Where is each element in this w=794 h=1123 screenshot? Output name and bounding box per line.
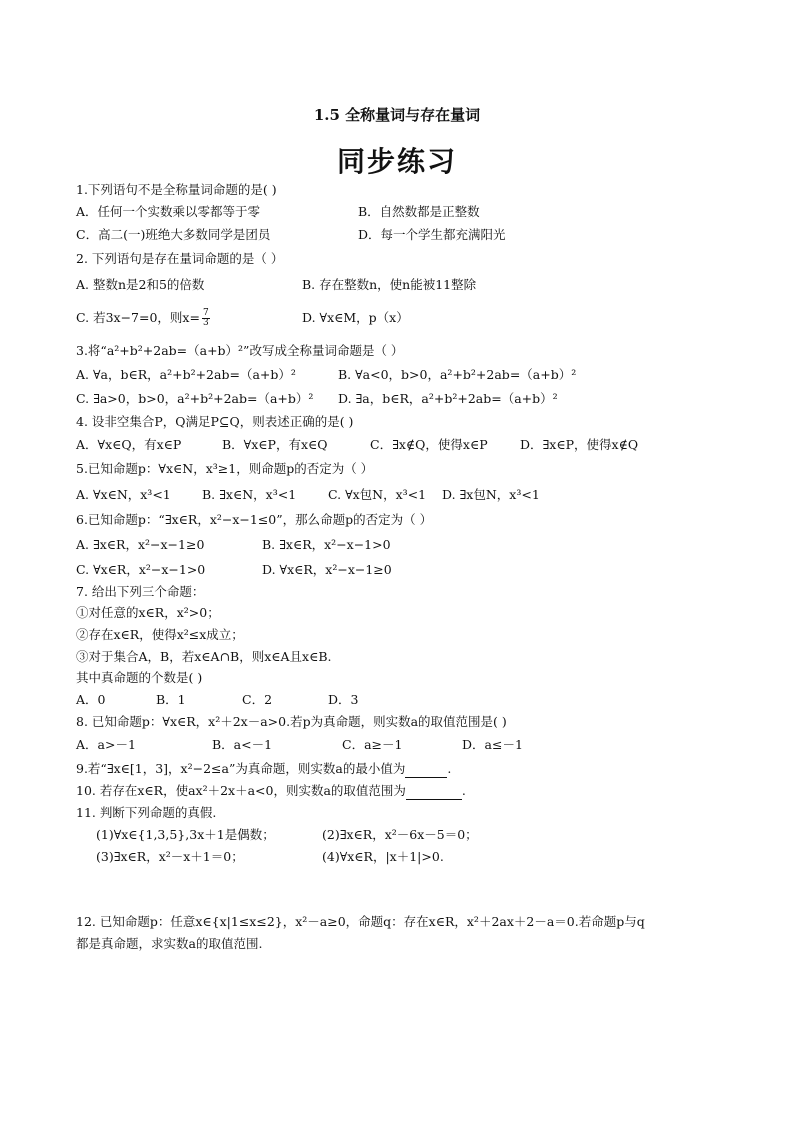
question-2-option-d: D. ∀x∈M，p（x） [302, 310, 409, 325]
question-6-option-d: D. ∀x∈R，x²−x−1≥0 [262, 562, 392, 577]
answer-blank[interactable] [405, 763, 447, 778]
question-12-line-1: 12. 已知命题p：任意x∈{x|1≤x≤2}，x²－a≥0，命题q：存在x∈R，x²＋2ax＋2－a＝0.若命题p与q [76, 914, 645, 929]
question-1-stem: 1.下列语句不是全称量词命题的是( ) [76, 182, 277, 197]
question-11-stem: 11. 判断下列命题的真假. [76, 805, 217, 820]
question-2-stem: 2. 下列语句是存在量词命题的是（ ） [76, 251, 284, 266]
question-11-part-2: (2)∃x∈R，x²－6x－5＝0； [322, 827, 478, 842]
question-5-option-b: B. ∃x∈N，x³<1 [202, 487, 297, 502]
question-11-part-1: (1)∀x∈{1,3,5},3x＋1是偶数； [96, 827, 275, 842]
question-11-part-4: (4)∀x∈R，|x＋1|>0. [322, 849, 444, 864]
question-7-ask: 其中真命题的个数是( ) [76, 670, 203, 685]
question-7-option-c: C．2 [242, 692, 273, 707]
question-7-statement-1: ①对任意的x∈R，x²>0； [76, 605, 220, 620]
question-3-option-c: C. ∃a>0，b>0，a²+b²+2ab=（a+b）² [76, 391, 314, 406]
question-9-stem: 9.若“∃x∈[1，3]，x²−2≤a”为真命题，则实数a的最小值为 [76, 761, 406, 776]
page-subtitle: 同步练习 [336, 145, 457, 178]
question-8-option-b: B．a<－1 [212, 737, 273, 752]
question-7-option-a: A．0 [76, 692, 106, 707]
question-6-option-b: B. ∃x∈R，x²−x−1>0 [262, 537, 391, 552]
fraction-seven-thirds: $\frac{7}{3}$ [202, 308, 209, 328]
question-2-option-b: B. 存在整数n，使n能被11整除 [302, 277, 477, 292]
question-7-stem: 7. 给出下列三个命题： [76, 584, 205, 599]
question-7-option-d: D．3 [328, 692, 359, 707]
question-3-stem: 3.将“a²+b²+2ab=（a+b）²”改写成全称量词命题是（ ） [76, 343, 404, 358]
question-6-stem: 6.已知命题p：“∃x∈R，x²−x−1≤0”，那么命题p的否定为（ ） [76, 512, 433, 527]
question-2-option-c [76, 309, 212, 328]
question-1-option-c: C．高二(一)班绝大多数同学是团员 [76, 227, 271, 242]
question-10: 10. 若存在x∈R，使ax²＋2x＋a<0，则实数a的取值范围为 . [76, 783, 466, 798]
question-8-option-d: D．a≤－1 [462, 737, 523, 752]
question-3-option-b: B. ∀a<0，b>0，a²+b²+2ab=（a+b）² [338, 367, 577, 382]
question-1-option-d: D．每一个学生都充满阳光 [358, 227, 506, 242]
question-6-option-c: C. ∀x∈R，x²−x−1>0 [76, 562, 206, 577]
question-1-option-b: B．自然数都是正整数 [358, 204, 480, 219]
question-2-option-a: A. 整数n是2和5的倍数 [76, 277, 205, 292]
question-7-statement-2: ②存在x∈R，使得x²≤x成立； [76, 627, 244, 642]
question-6-option-a: A. ∃x∈R，x²−x−1≥0 [76, 537, 205, 552]
question-10-stem: 10. 若存在x∈R，使ax²＋2x＋a<0，则实数a的取值范围为 [76, 783, 406, 798]
question-9: 9.若“∃x∈[1，3]，x²−2≤a”为真命题，则实数a的最小值为 . [76, 761, 452, 776]
question-8-option-c: C．a≥－1 [342, 737, 403, 752]
question-4-option-d: D．∃x∈P，使得x∉Q [520, 437, 639, 452]
question-4-option-b: B．∀x∈P，有x∈Q [222, 437, 328, 452]
question-5-stem: 5.已知命题p：∀x∈N，x³≥1，则命题p的否定为（ ） [76, 461, 374, 476]
question-12-line-2: 都是真命题，求实数a的取值范围. [76, 936, 263, 951]
question-4-option-c: C．∃x∉Q，使得x∈P [370, 437, 488, 452]
question-4-option-a: A．∀x∈Q，有x∈P [76, 437, 182, 452]
question-4-stem: 4. 设非空集合P，Q满足P⊆Q，则表述正确的是( ) [76, 414, 354, 429]
question-5-option-d: D. ∃x包N，x³<1 [442, 487, 540, 502]
question-5-option-c: C. ∀x包N，x³<1 [328, 487, 427, 502]
question-7-option-b: B．1 [156, 692, 186, 707]
question-1-option-a: A．任何一个实数乘以零都等于零 [76, 204, 261, 219]
question-5-option-a: A. ∀x∈N，x³<1 [76, 487, 171, 502]
question-8-stem: 8. 已知命题p：∀x∈R，x²＋2x－a>0.若p为真命题，则实数a的取值范围是( ) [76, 714, 507, 729]
question-3-option-d: D. ∃a，b∈R，a²+b²+2ab=（a+b）² [338, 391, 558, 406]
question-7-statement-3: ③对于集合A，B，若x∈A∩B，则x∈A且x∈B. [76, 649, 332, 664]
question-8-option-a: A．a>－1 [76, 737, 136, 752]
question-3-option-a: A. ∀a，b∈R，a²+b²+2ab=（a+b）² [76, 367, 296, 382]
answer-blank[interactable] [406, 785, 462, 800]
page-title: 1.5 全称量词与存在量词 [313, 106, 481, 124]
question-2-option-c-text: C. 若3x−7=0，则x= [76, 310, 200, 325]
question-11-part-3: (3)∃x∈R，x²－x＋1＝0； [96, 849, 244, 864]
